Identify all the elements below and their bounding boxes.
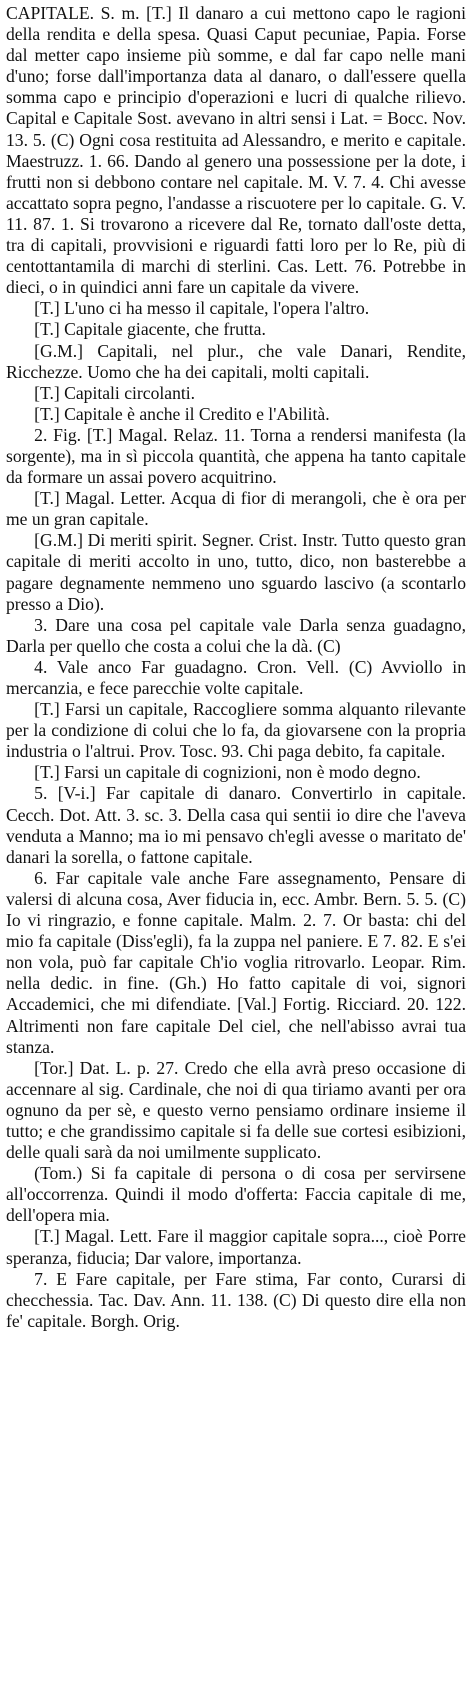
sense-3-dare-pel-capitale: 3. Dare una cosa pel capitale vale Darla senza guadagno, Darla per quello che costa a colui che la dà. (C) — [6, 614, 466, 656]
example-magal-lett: [T.] Magal. Lett. Fare il maggior capitale sopra..., cioè Porre speranza, fiducia; Dar valore, importanza. — [6, 1226, 466, 1268]
example-meriti-spirit: [G.M.] Di meriti spirit. Segner. Crist. Instr. Tutto questo gran capitale di meriti accolto in uno, tutto, dico, non basterebbe a pagare degnamente nemmeno uno sguardo lascivo (a scontarlo presso a Dio). — [6, 530, 466, 614]
sense-4-far-guadagno: 4. Vale anco Far guadagno. Cron. Vell. (C) Avviollo in mercanzia, e fece parecchie volte capitale. — [6, 656, 466, 698]
example-dat-lettera: [Tor.] Dat. L. p. 27. Credo che ella avrà preso occasione di accennare al sig. Cardinale, che noi di qua tiriamo avanti per ora ognuno da per sè, e questo verno pensiamo ordinare insieme il tutto; e che grandissimo capitale si fa delle sue cortesi esibizioni, delle quali sarà da noi umilmente supplicato. — [6, 1057, 466, 1163]
sense-5-capitale-di-danaro: 5. [V-i.] Far capitale di danaro. Convertirlo in capitale. Cecch. Dot. Att. 3. sc. 3. Della casa qui sentii io dire che l'aveva venduta a Manno; ma io mi pensavo ch'egli avesse o maritato de' danari la sorella, o fattone capitale. — [6, 783, 466, 867]
note-tommaseo-offerta: (Tom.) Si fa capitale di persona o di cosa per servirsene all'occorrenza. Quindi il modo d'offerta: Faccia capitale di me, dell'opera mia. — [6, 1163, 466, 1226]
sense-7-fare-stima: 7. E Fare capitale, per Fare stima, Far conto, Curarsi di checchessia. Tac. Dav. Ann. 11. 138. (C) Di questo dire ella non fe' capitale. Borgh. Orig. — [6, 1268, 466, 1331]
sense-6-fare-assegnamento: 6. Far capitale vale anche Fare assegnamento, Pensare di valersi di alcuna cosa, Aver fiducia in, ecc. Ambr. Bern. 5. 5. (C) Io vi ringrazio, e fonne capitale. Malm. 2. 7. Or basta: chi del mio fa capitale (Diss'egli), fa la zuppa nel paniere. E 7. 82. E s'ei non vola, può far capitale Ch'io voglia ritrovarlo. Leopar. Rim. nella dedic. in fine. (Gh.) Ho fatto capitale di voi, signori Accademici, che mi difendiate. [Val.] Fortig. Ricciard. 20. 122. Altrimenti non fare capitale Del ciel, che nell'abisso avrai tua stanza. — [6, 867, 466, 1057]
example-capitale-di-cognizioni: [T.] Farsi un capitale di cognizioni, non è modo degno. — [34, 762, 421, 783]
sense-plural-capitali: [G.M.] Capitali, nel plur., che vale Danari, Rendite, Ricchezze. Uomo che ha dei capitali, molti capitali. — [6, 340, 466, 382]
example-capital-labour: [T.] L'uno ci ha messo il capitale, l'opera l'altro. — [34, 298, 370, 319]
example-capitali-circolanti: [T.] Capitali circolanti. — [34, 382, 196, 403]
example-capitale-giacente: [T.] Capitale giacente, che frutta. — [34, 319, 266, 340]
example-fior-di-merangoli: [T.] Magal. Letter. Acqua di fior di merangoli, che è ora per me un gran capitale. — [6, 488, 466, 530]
sense-credito-abilita: [T.] Capitale è anche il Credito e l'Abilità. — [34, 403, 330, 424]
sense-2-figurative: 2. Fig. [T.] Magal. Relaz. 11. Torna a rendersi manifesta (la sorgente), ma in sì piccola quantità, che appena ha tanto capitale da formare un assai povero acquitrino. — [6, 424, 466, 488]
example-farsi-un-capitale: [T.] Farsi un capitale, Raccogliere somma alquanto rilevante per la condizione di colui che lo fa, da giovarsene con la propria industria o l'altrui. Prov. Tosc. 93. Chi paga debito, fa capitale. — [6, 699, 466, 762]
entry-capitale-definition: CAPITALE. S. m. [T.] Il danaro a cui mettono capo le ragioni della rendita e della spesa. Quasi Caput pecuniae, Papia. Forse dal metter capo insieme più somme, e dal far capo nelle mani d'uno; forse dall'importanza data al danaro, o dall'essere quella somma capo e principio d'operazioni e lucri di qualche rilievo. Capital e Capitale Sost. avevano in altri sensi i Lat. = Bocc. Nov. 13. 5. (C) Ogni cosa restituita ad Alessandro, e merito e capitale. Maestruzz. 1. 66. Dando al genero una possessione per la dote, i frutti non si debbono contare nel capitale. M. V. 7. 4. Chi avesse accattato sopra pegno, l'andasse a riscuotere per lo capitale. G. V. 11. 87. 1. Si trovarono a ricevere dal Re, tornato dall'oste detta, tra di capitali, provvisioni e riguardi fatti loro per lo Re, più di centottantamila di marchi di sterlini. Cas. Lett. 76. Potrebbe in dieci, o in quindici anni fare un capitale da vivere. — [6, 3, 466, 298]
